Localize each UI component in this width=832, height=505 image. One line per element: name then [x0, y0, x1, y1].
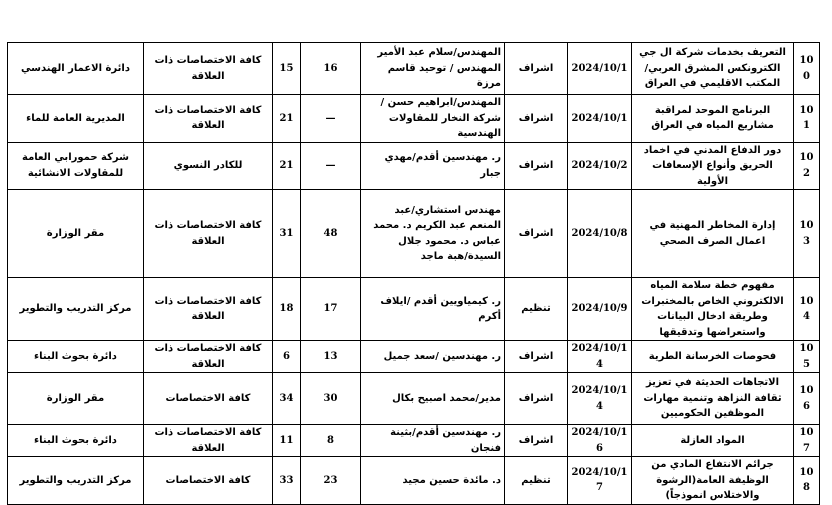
training-table [7, 42, 820, 505]
row-number-cell: 108 [794, 457, 820, 505]
place-cell: مركز التدريب والتطوير [8, 278, 144, 341]
target-cell: كافة الاختصاصات ذات العلاقة [144, 278, 273, 341]
course-title-cell: الاتجاهات الحديثة في تعزيز ثقافة النزاهة وتنمية مهارات الموظفين الحكوميين [632, 373, 794, 425]
date-cell: 2024/10/2 [568, 142, 632, 190]
hours-cell: 6 [273, 341, 301, 373]
table-row [8, 142, 820, 190]
type-cell: اشراف [505, 425, 568, 457]
date-cell: 2024/10/16 [568, 425, 632, 457]
lecturer-cell: ر. مهندسين /سعد جميل [361, 341, 505, 373]
place-cell: دائرة الاعمار الهندسي [8, 43, 144, 95]
date-cell: 2024/10/1 [568, 43, 632, 95]
participants-cell: — [301, 95, 361, 143]
lecturer-cell: د. مائدة حسين مجيد [361, 457, 505, 505]
lecturer-cell: ر. مهندسين أقدم/بثينة فنجان [361, 425, 505, 457]
participants-cell: 23 [301, 457, 361, 505]
type-cell: اشراف [505, 43, 568, 95]
lecturer-cell: مدير/محمد اصبيح بكال [361, 373, 505, 425]
type-cell: تنظيم [505, 278, 568, 341]
table-row [8, 373, 820, 425]
participants-cell: 8 [301, 425, 361, 457]
type-cell: تنظيم [505, 457, 568, 505]
hours-cell: 21 [273, 142, 301, 190]
course-title-cell: مفهوم خطة سلامة المياه الالكتروني الخاص بالمختبرات وطريقة ادخال البيانات واستعراضها وتدقيقها [632, 278, 794, 341]
hours-cell: 15 [273, 43, 301, 95]
course-title-cell: دور الدفاع المدني في اخماد الحريق وأنواع الإسعافات الأولية [632, 142, 794, 190]
target-cell: للكادر النسوي [144, 142, 273, 190]
target-cell: كافة الاختصاصات ذات العلاقة [144, 190, 273, 278]
row-number-cell: 101 [794, 95, 820, 143]
participants-cell: 17 [301, 278, 361, 341]
hours-cell: 33 [273, 457, 301, 505]
table-row [8, 457, 820, 505]
type-cell: اشراف [505, 373, 568, 425]
course-title-cell: جرائم الانتفاع المادي من الوظيفة العامة(الرشوة والاختلاس انموذجاً) [632, 457, 794, 505]
type-cell: اشراف [505, 190, 568, 278]
date-cell: 2024/10/8 [568, 190, 632, 278]
type-cell: اشراف [505, 341, 568, 373]
place-cell: دائرة بحوث البناء [8, 341, 144, 373]
place-cell: دائرة بحوث البناء [8, 425, 144, 457]
row-number-cell: 105 [794, 341, 820, 373]
date-cell: 2024/10/1 [568, 95, 632, 143]
hours-cell: 21 [273, 95, 301, 143]
row-number-cell: 106 [794, 373, 820, 425]
lecturer-cell: مهندس استشاري/عبد المنعم عبد الكريم د. محمد عباس د. محمود جلال السيدة/هبة ماجد [361, 190, 505, 278]
place-cell: مقر الوزارة [8, 373, 144, 425]
date-cell: 2024/10/14 [568, 341, 632, 373]
date-cell: 2024/10/14 [568, 373, 632, 425]
target-cell: كافة الاختصاصات ذات العلاقة [144, 95, 273, 143]
table-row [8, 43, 820, 95]
lecturer-cell: ر. مهندسين أقدم/مهدي جبار [361, 142, 505, 190]
participants-cell: 30 [301, 373, 361, 425]
row-number-cell: 104 [794, 278, 820, 341]
course-title-cell: إدارة المخاطر المهنية في اعمال الصرف الصحي [632, 190, 794, 278]
row-number-cell: 107 [794, 425, 820, 457]
target-cell: كافة الاختصاصات ذات العلاقة [144, 341, 273, 373]
lecturer-cell: ر. كيمياويين أقدم /ايلاف أكرم [361, 278, 505, 341]
hours-cell: 18 [273, 278, 301, 341]
type-cell: اشراف [505, 95, 568, 143]
type-cell: اشراف [505, 142, 568, 190]
lecturer-cell: المهندس/ابراهيم حسن /شركة النخار للمقاولات الهندسية [361, 95, 505, 143]
target-cell: كافة الاختصاصات [144, 373, 273, 425]
row-number-cell: 102 [794, 142, 820, 190]
target-cell: كافة الاختصاصات ذات العلاقة [144, 425, 273, 457]
hours-cell: 31 [273, 190, 301, 278]
table-row [8, 278, 820, 341]
target-cell: كافة الاختصاصات [144, 457, 273, 505]
table-row [8, 425, 820, 457]
date-cell: 2024/10/9 [568, 278, 632, 341]
table-row [8, 190, 820, 278]
date-cell: 2024/10/17 [568, 457, 632, 505]
place-cell: مقر الوزارة [8, 190, 144, 278]
row-number-cell: 100 [794, 43, 820, 95]
course-title-cell: فحوصات الخرسانة الطرية [632, 341, 794, 373]
table-row [8, 341, 820, 373]
participants-cell: 13 [301, 341, 361, 373]
participants-cell: — [301, 142, 361, 190]
participants-cell: 16 [301, 43, 361, 95]
hours-cell: 34 [273, 373, 301, 425]
participants-cell: 48 [301, 190, 361, 278]
course-title-cell: البرنامج الموحد لمراقبة مشاريع المياه في العراق [632, 95, 794, 143]
table-row [8, 95, 820, 143]
place-cell: المديرية العامة للماء [8, 95, 144, 143]
target-cell: كافة الاختصاصات ذات العلاقة [144, 43, 273, 95]
hours-cell: 11 [273, 425, 301, 457]
course-title-cell: المواد العازلة [632, 425, 794, 457]
lecturer-cell: المهندس/سلام عبد الأمير المهندس / توحيد قاسم مرزة [361, 43, 505, 95]
place-cell: مركز التدريب والتطوير [8, 457, 144, 505]
place-cell: شركة حمورابي العامة للمقاولات الانشائية [8, 142, 144, 190]
course-title-cell: التعريف بخدمات شركة ال جي الكترونكس المشرق العربي/المكتب الاقليمي في العراق [632, 43, 794, 95]
row-number-cell: 103 [794, 190, 820, 278]
